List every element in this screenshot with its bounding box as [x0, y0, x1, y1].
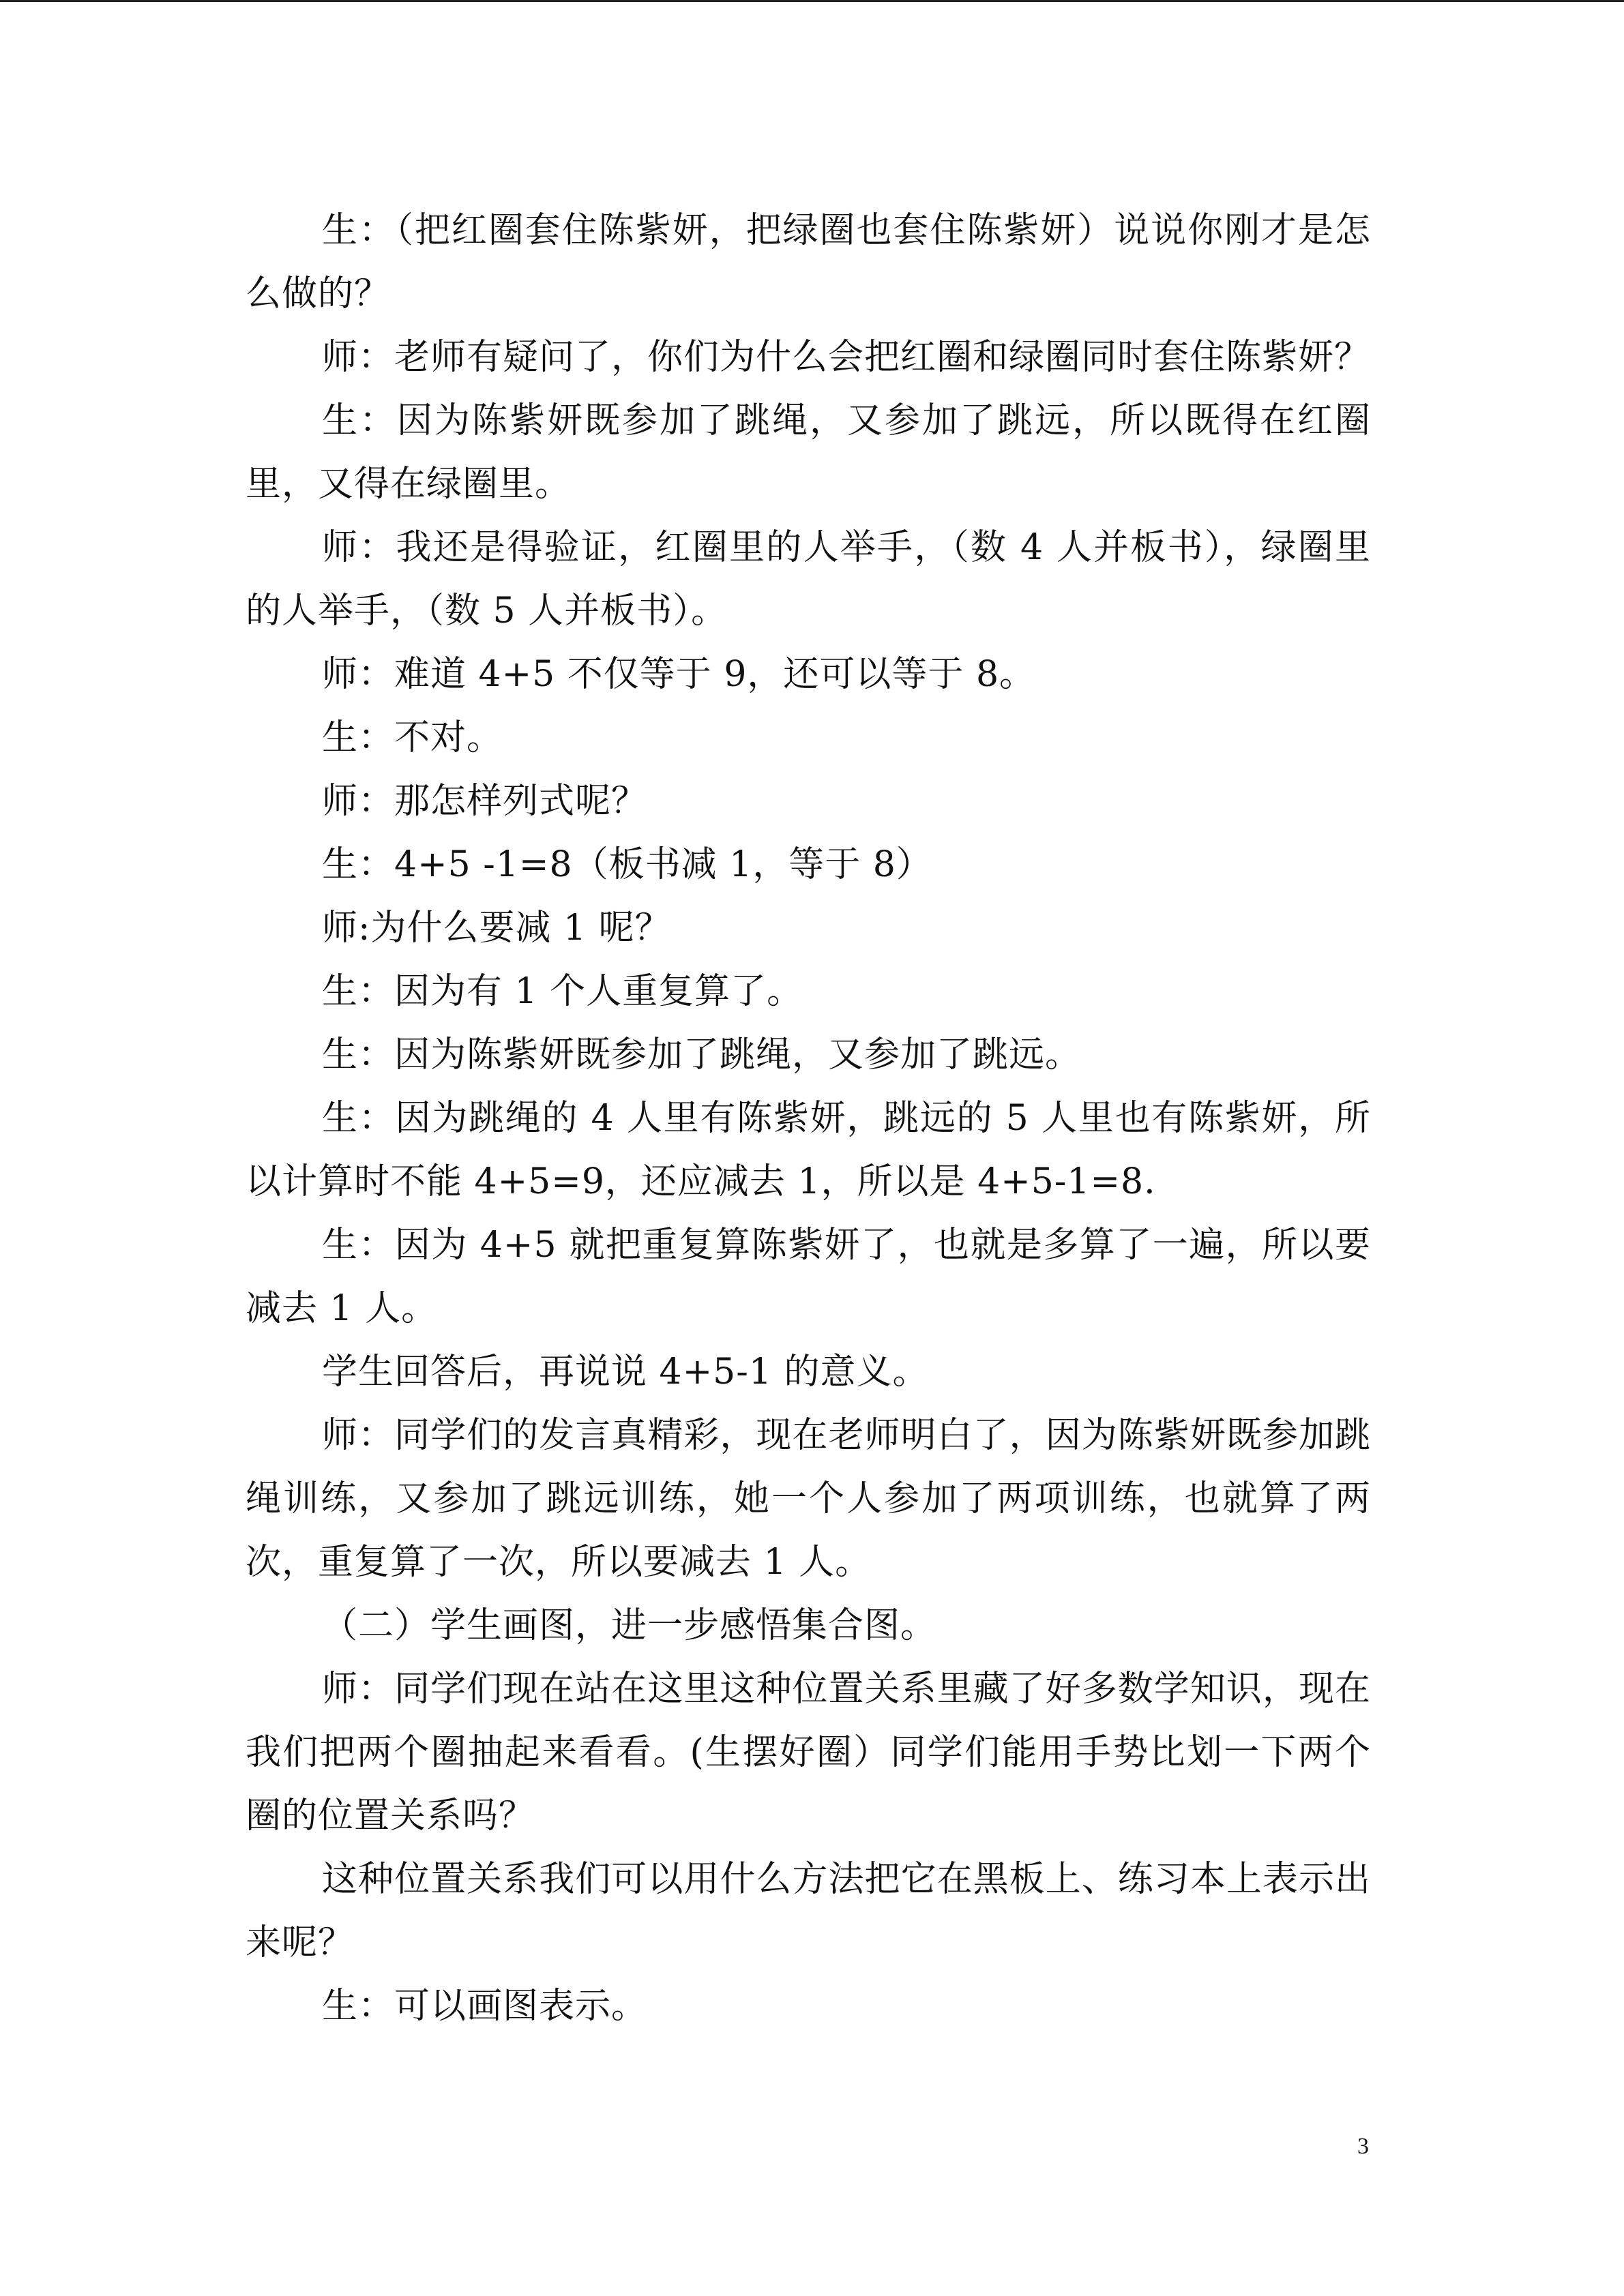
paragraph: 生：（把红圈套住陈紫妍，把绿圈也套住陈紫妍）说说你刚才是怎么做的？ — [246, 210, 1371, 314]
paragraph: 学生回答后，再说说 4+5-1 的意义。 — [322, 1352, 929, 1392]
paragraph: 生：可以画图表示。 — [322, 1986, 648, 2027]
paragraph: 生：因为陈紫妍既参加了跳绳，又参加了跳远。 — [322, 1034, 1082, 1075]
paragraph: 生：因为陈紫妍既参加了跳绳，又参加了跳远，所以既得在红圈里，又得在绿圈里。 — [246, 400, 1371, 505]
paragraph: 师:为什么要减 1 呢？ — [322, 908, 671, 949]
document-body — [246, 199, 1371, 2038]
paragraph: 师：同学们现在站在这里这种位置关系里藏了好多数学知识，现在我们把两个圈抽起来看看。(生摆好圈）同学们能用手势比划一下两个圈的位置关系吗？ — [246, 1669, 1371, 1836]
paragraph: 生：因为有 1 个人重复算了。 — [322, 971, 803, 1012]
paragraph: 这种位置关系我们可以用什么方法把它在黑板上、练习本上表示出来呢？ — [246, 1859, 1371, 1963]
paragraph: 生：因为跳绳的 4 人里有陈紫妍，跳远的 5 人里也有陈紫妍，所以计算时不能 4+5=9，还应减去 1，所以是 4+5-1=8. — [246, 1098, 1371, 1202]
paragraph: 师：同学们的发言真精彩，现在老师明白了，因为陈紫妍既参加跳绳训练，又参加了跳远训练，她一个人参加了两项训练，也就算了两次，重复算了一次，所以要减去 1 人。 — [246, 1415, 1371, 1583]
paragraph: 师：那怎样列式呢？ — [322, 781, 648, 822]
paragraph: 师：难道 4+5 不仅等于 9，还可以等于 8。 — [322, 654, 1036, 695]
paragraph: 生：不对。 — [322, 717, 503, 758]
section-heading: （二）学生画图，进一步感悟集合图。 — [322, 1605, 937, 1646]
top-border-line — [0, 0, 1624, 2]
paragraph: 师：老师有疑问了，你们为什么会把红圈和绿圈同时套住陈紫妍？ — [322, 337, 1371, 378]
paragraph: 生：因为 4+5 就把重复算陈紫妍了，也就是多算了一遍，所以要减去 1 人。 — [246, 1225, 1371, 1329]
page-number: 3 — [1357, 2134, 1369, 2159]
paragraph: 师：我还是得验证，红圈里的人举手，（数 4 人并板书），绿圈里的人举手，（数 5 人并板书）。 — [246, 527, 1371, 631]
paragraph: 生：4+5 -1=8（板书减 1，等于 8） — [322, 844, 932, 885]
